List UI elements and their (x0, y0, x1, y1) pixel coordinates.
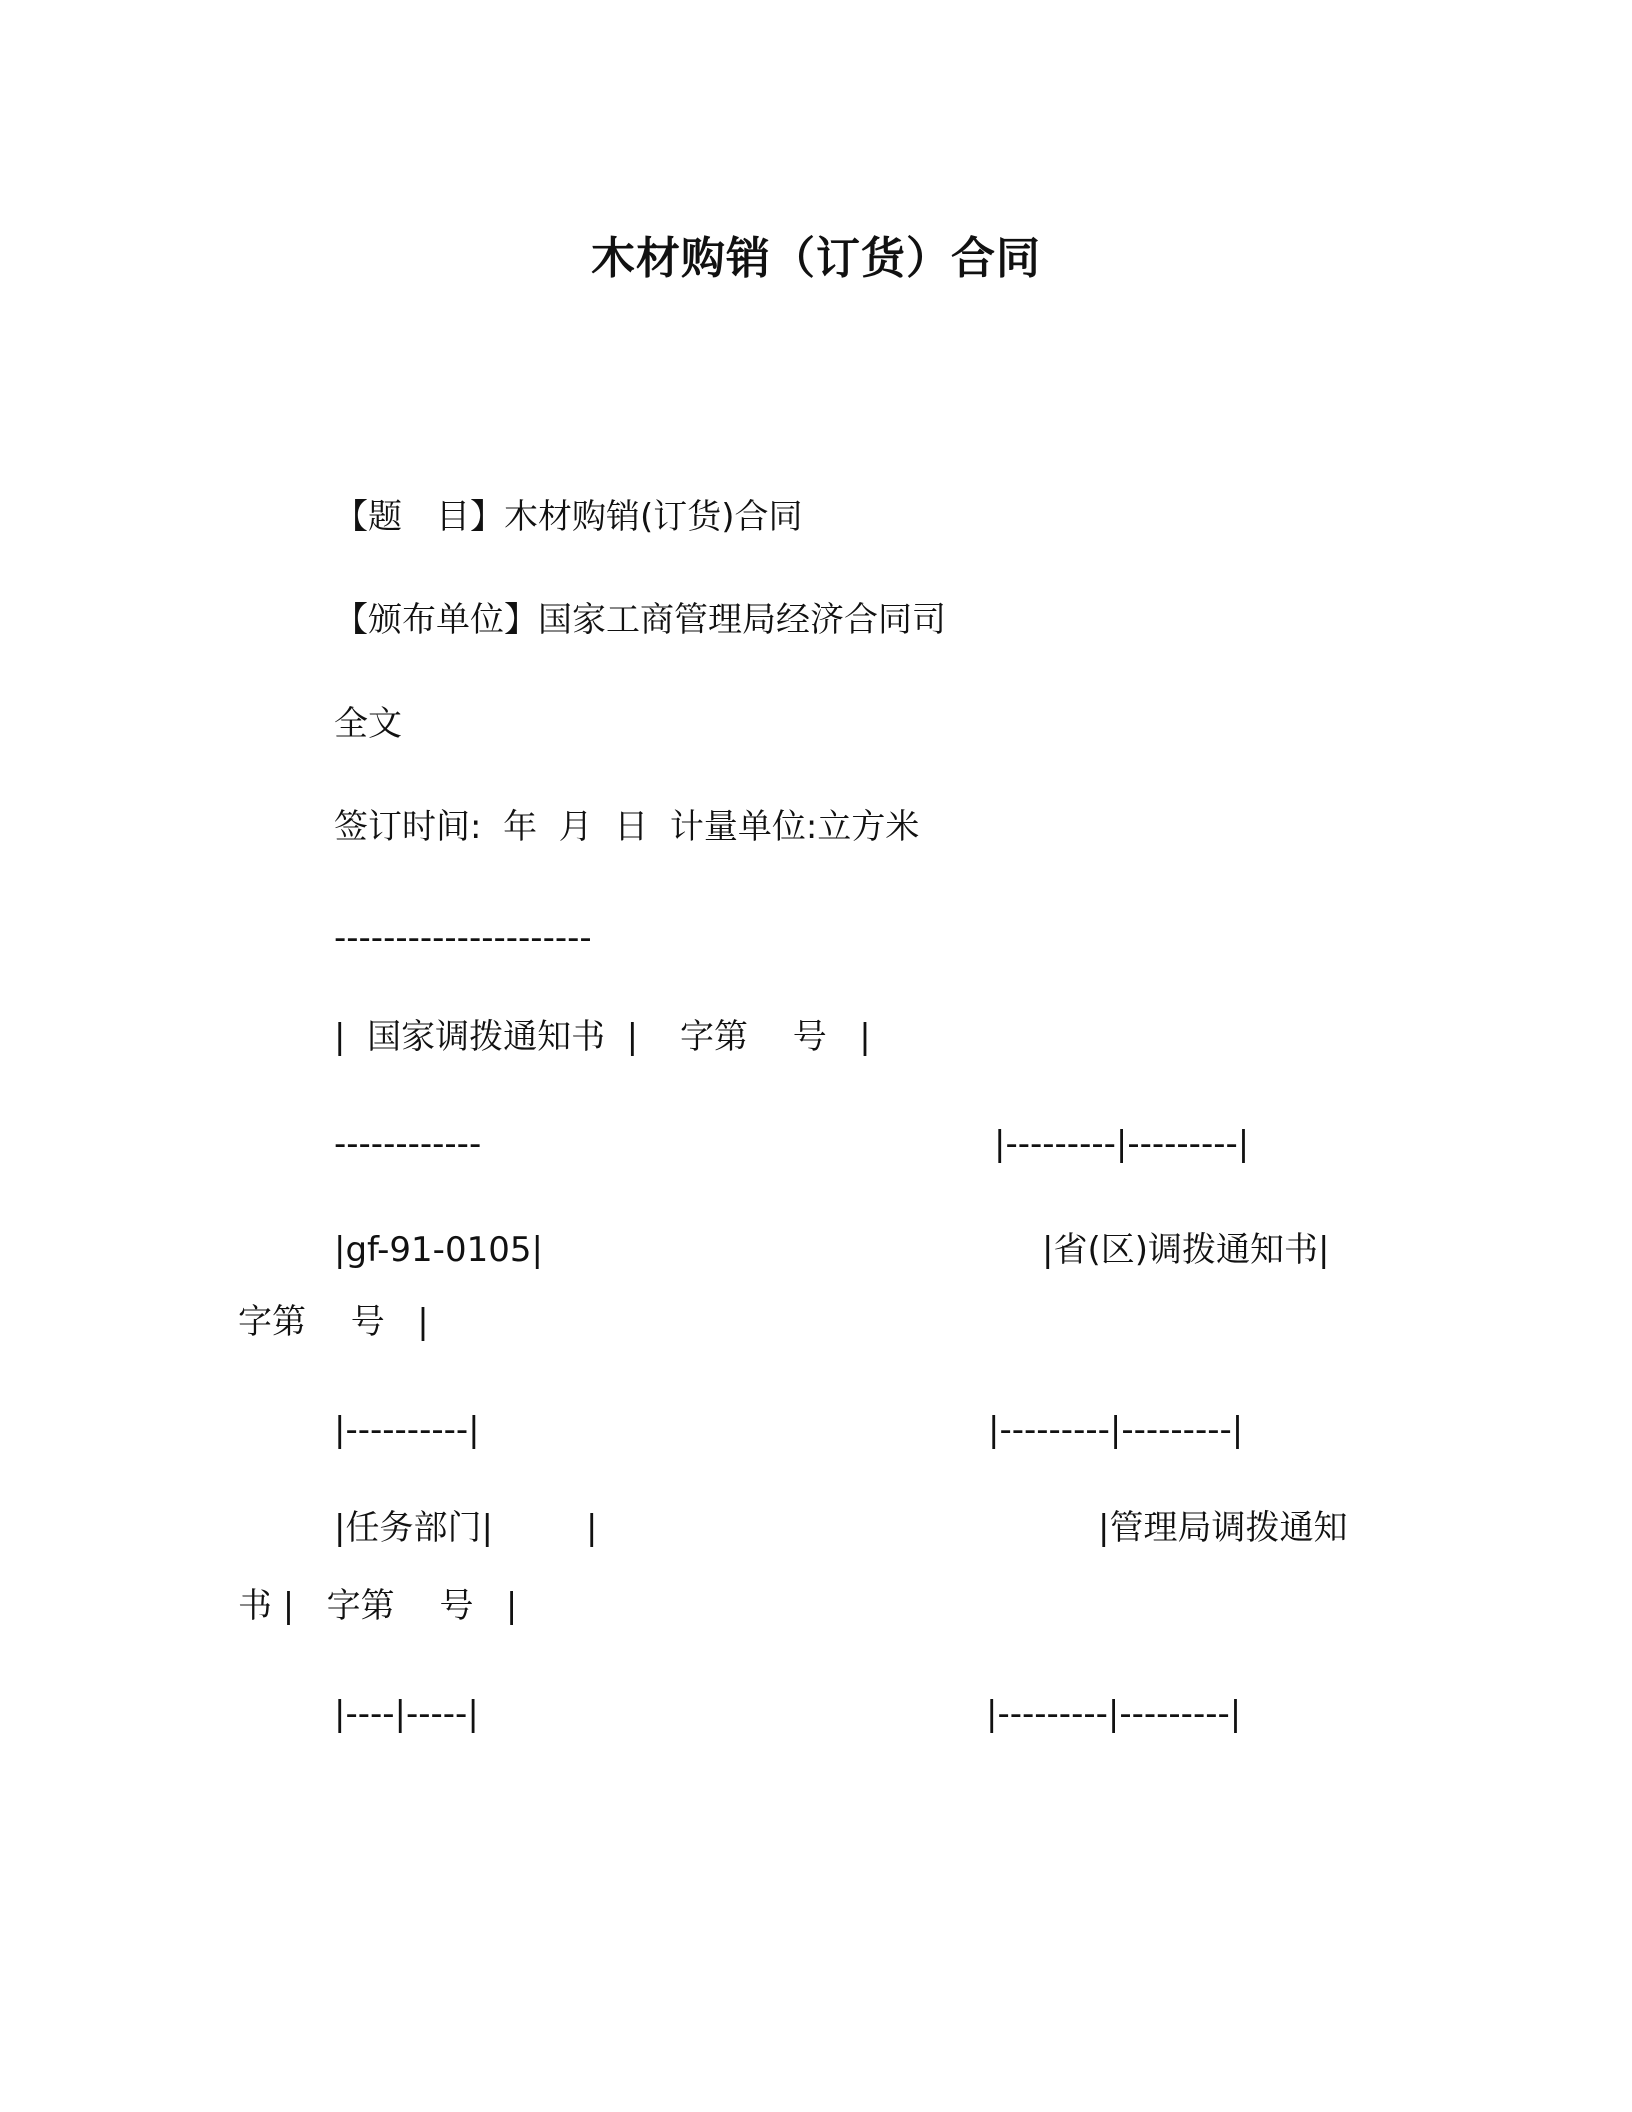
issuer-line: 【颁布单位】国家工商管理局经济合同司 (334, 600, 946, 640)
national-notice-number: 字第 号 | (680, 1017, 871, 1057)
row5-left-border: |----------| (334, 1410, 480, 1450)
fulltext-label: 全文 (334, 704, 402, 744)
national-notice-cell: | 国家调拨通知书 | (334, 1017, 639, 1057)
contract-number-cell: |gf-91-0105| (334, 1230, 543, 1270)
province-notice-number: 字第 号 | (238, 1302, 429, 1342)
subject-line: 【题 目】木材购销(订货)合同 (334, 497, 803, 537)
row3-right-border: |---------|---------| (994, 1124, 1250, 1164)
document-title: 木材购销（订货）合同 (591, 233, 1041, 284)
bureau-notice-number: 书 | 字第 号 | (238, 1586, 518, 1626)
sign-time-line: 签订时间: 年 月 日 计量单位:立方米 (334, 807, 920, 847)
row5-right-border: |---------|---------| (988, 1410, 1244, 1450)
row7-right-border: |---------|---------| (986, 1694, 1242, 1734)
bureau-notice-cell: |管理局调拨通知 (1098, 1508, 1348, 1548)
row7-left-border: |----|-----| (334, 1694, 479, 1734)
task-dept-cell: |任务部门| (334, 1508, 493, 1548)
task-dept-separator: | (586, 1508, 598, 1548)
province-notice-cell: |省(区)调拨通知书| (1042, 1230, 1330, 1270)
dash-line-1: --------------------- (334, 918, 592, 958)
row3-left-border: ------------ (334, 1124, 482, 1164)
